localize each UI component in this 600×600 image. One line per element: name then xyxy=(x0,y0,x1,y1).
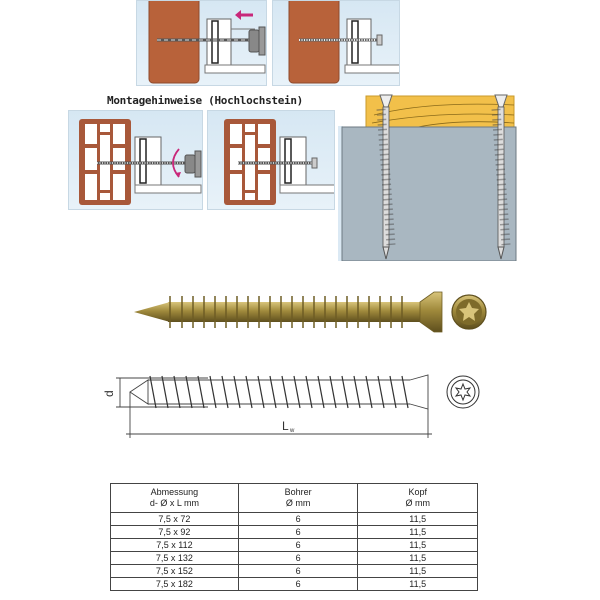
cell-head: 11,5 xyxy=(358,552,478,565)
cell-dimension: 7,5 x 132 xyxy=(111,552,239,565)
cell-head: 11,5 xyxy=(358,578,478,591)
install-panel-screwed xyxy=(272,0,400,86)
table-row xyxy=(111,552,478,565)
wood-concrete-section-illustration xyxy=(338,93,518,261)
header-head: Kopf Ø mm xyxy=(358,484,478,513)
table-row xyxy=(111,578,478,591)
screw-technical-drawing xyxy=(98,370,488,442)
table-row xyxy=(111,513,478,526)
perforated-brick-screwing-illustration xyxy=(69,111,203,210)
cell-dimension: 7,5 x 182 xyxy=(111,578,239,591)
mounting-instructions-caption: Montagehinweise (Hochlochstein) xyxy=(107,94,303,107)
header-dimension: Abmessung d- Ø x L mm xyxy=(111,484,239,513)
install-panel-screwed-perforated xyxy=(207,110,335,210)
cell-head: 11,5 xyxy=(358,539,478,552)
cell-drill: 6 xyxy=(238,578,358,591)
dim-d-label: d xyxy=(102,390,116,397)
screw-photo xyxy=(130,282,500,342)
cell-dimension: 7,5 x 72 xyxy=(111,513,239,526)
header-drill: Bohrer Ø mm xyxy=(238,484,358,513)
cell-head: 11,5 xyxy=(358,565,478,578)
drilling-illustration xyxy=(137,1,267,86)
dim-L-subscript: w xyxy=(290,428,295,434)
cell-head: 11,5 xyxy=(358,513,478,526)
wood-concrete-section-panel xyxy=(338,93,518,261)
gold-screw-photo-illustration xyxy=(130,282,500,342)
install-panel-drilling xyxy=(136,0,267,86)
dim-L-label: L xyxy=(282,419,289,433)
cell-drill: 6 xyxy=(238,539,358,552)
cell-drill: 6 xyxy=(238,552,358,565)
perforated-brick-screwed-illustration xyxy=(208,111,335,210)
cell-drill: 6 xyxy=(238,513,358,526)
cell-drill: 6 xyxy=(238,526,358,539)
table-row xyxy=(111,539,478,552)
cell-head: 11,5 xyxy=(358,526,478,539)
cell-dimension: 7,5 x 92 xyxy=(111,526,239,539)
torx-head-drawing-icon xyxy=(447,376,479,408)
table-row xyxy=(111,526,478,539)
torx-head-photo xyxy=(452,295,486,329)
install-panel-screwing xyxy=(68,110,203,210)
screw-line-drawing xyxy=(98,370,488,442)
table-row xyxy=(111,565,478,578)
cell-drill: 6 xyxy=(238,565,358,578)
cell-dimension: 7,5 x 112 xyxy=(111,539,239,552)
dimension-spec-table xyxy=(110,483,478,591)
cell-dimension: 7,5 x 152 xyxy=(111,565,239,578)
screwed-illustration xyxy=(273,1,400,86)
table-header-row xyxy=(111,484,478,513)
